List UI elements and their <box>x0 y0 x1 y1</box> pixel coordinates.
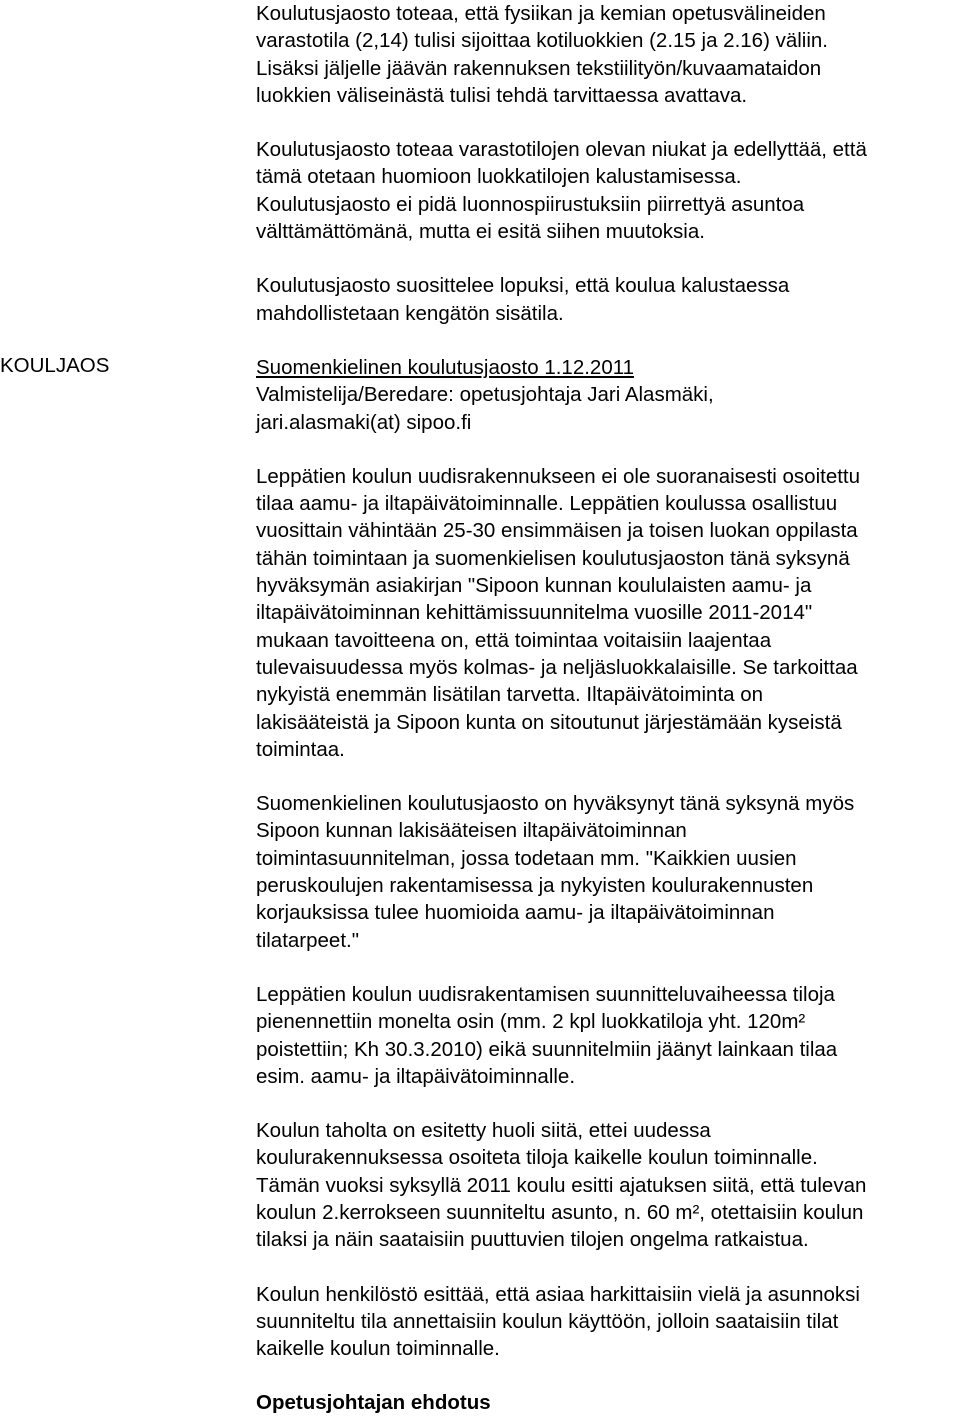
text-line: tilatarpeet." <box>256 928 360 952</box>
text-line: poistettiin; Kh 30.3.2010) eikä suunnitelmiin jäänyt lainkaan tilaa <box>256 1037 838 1061</box>
text-line: lakisääteistä ja Sipoon kunta on sitoutunut järjestämään kyseistä <box>256 710 842 734</box>
text-line: vuosittain vähintään 25-30 ensimmäisen ja toisen luokan oppilasta <box>256 519 858 543</box>
section-label: KOULJAOS <box>0 354 110 377</box>
text-line: tämä otetaan huomioon luokkatilojen kalustamisessa. <box>256 165 742 189</box>
meeting-header <box>256 354 960 436</box>
text-line: Koulutusjaosto toteaa varastotilojen olevan niukat ja edellyttää, että <box>256 138 867 162</box>
text-line: välttämättömänä, mutta ei esitä siihen muutoksia. <box>256 220 705 244</box>
proposal-heading: Opetusjohtajan ehdotus <box>256 1391 491 1415</box>
text-line: Koulutusjaosto toteaa, että fysiikan ja kemian opetusvälineiden <box>256 2 826 25</box>
text-line: Suomenkielinen koulutusjaosto on hyväksynyt tänä syksynä myös <box>256 792 855 816</box>
text-line: Koulutusjaosto suosittelee lopuksi, että koulua kalustaessa <box>256 274 790 298</box>
paragraph-storage-placement <box>256 0 960 109</box>
text-line: koulurakennuksessa osoiteta tiloja kaikelle koulun toiminnalle. <box>256 1146 818 1170</box>
paragraph-staff-proposal <box>256 1281 960 1363</box>
text-line: suunniteltu tila annettaisiin koulun käyttöön, jolloin saataisiin tilat <box>256 1309 839 1333</box>
text-line: varastotila (2,14) tulisi sijoittaa kotiluokkien (2.15 ja 2.16) väliin. <box>256 29 828 53</box>
paragraph-storage-space <box>256 136 960 245</box>
preparer-line: Valmistelija/Beredare: opetusjohtaja Jari Alasmäki, <box>256 383 714 407</box>
document-body <box>256 0 960 1417</box>
paragraph-recommendation <box>256 272 960 327</box>
text-line: luokkien väliseinästä tulisi tehdä tarvittaessa avattava. <box>256 83 748 107</box>
text-line: Koulutusjaosto ei pidä luonnospiirustuksiin piirrettyä asuntoa <box>256 192 805 216</box>
text-line: tilaksi ja näin saataisiin puuttuvien tilojen ongelma ratkaistua. <box>256 1228 809 1252</box>
meeting-heading: Suomenkielinen koulutusjaosto 1.12.2011 <box>256 355 634 379</box>
text-line: tilaa aamu- ja iltapäivätoiminnalle. Leppätien koulussa osallistuu <box>256 492 838 516</box>
paragraph-school-concern <box>256 1117 960 1253</box>
text-line: Leppätien koulun uudisrakennukseen ei ole suoranaisesti osoitettu <box>256 464 861 488</box>
text-line: Leppätien koulun uudisrakentamisen suunnitteluvaiheessa tiloja <box>256 982 835 1006</box>
text-line: nykyistä enemmän lisätilan tarvetta. Iltapäivätoiminta on <box>256 683 764 707</box>
text-line: mahdollistetaan kengätön sisätila. <box>256 301 564 325</box>
text-line: tulevaisuudessa myös kolmas- ja neljäsluokkalaisille. Se tarkoittaa <box>256 655 858 679</box>
text-line: pienennettiin monelta osin (mm. 2 kpl luokkatiloja yht. 120m² <box>256 1010 806 1034</box>
paragraph-planning-phase <box>256 981 960 1090</box>
text-line: Sipoon kunnan lakisääteisen iltapäivätoiminnan <box>256 819 687 843</box>
text-line: peruskoulujen rakentamisessa ja nykyisten koulurakennusten <box>256 874 814 898</box>
text-line: tähän toimintaan ja suomenkielisen koulutusjaoston tänä syksynä <box>256 546 850 570</box>
text-line: toimintasuunnitelman, jossa todetaan mm. "Kaikkien uusien <box>256 846 797 870</box>
text-line: Tämän vuoksi syksyllä 2011 koulu esitti ajatuksen siitä, että tulevan <box>256 1173 867 1197</box>
preparer-email: jari.alasmaki(at) sipoo.fi <box>256 410 472 434</box>
text-line: korjauksissa tulee huomioida aamu- ja iltapäivätoiminnan <box>256 901 775 925</box>
text-line: toimintaa. <box>256 737 345 761</box>
text-line: hyväksymän asiakirjan "Sipoon kunnan koululaisten aamu- ja <box>256 574 812 598</box>
text-line: Koulun taholta on esitetty huoli siitä, ettei uudessa <box>256 1119 711 1143</box>
text-line: Koulun henkilöstö esittää, että asiaa harkittaisiin vielä ja asunnoksi <box>256 1282 860 1306</box>
text-line: kaikelle koulun toiminnalle. <box>256 1337 500 1361</box>
text-line: mukaan tavoitteena on, että toimintaa voitaisiin laajentaa <box>256 628 772 652</box>
paragraph-afternoon-activity <box>256 463 960 763</box>
text-line: iltapäivätoiminnan kehittämissuunnitelma vuosille 2011-2014" <box>256 601 813 625</box>
text-line: Lisäksi jäljelle jäävän rakennuksen tekstiilityön/kuvaamataidon <box>256 56 822 80</box>
text-line: esim. aamu- ja iltapäivätoiminnalle. <box>256 1064 576 1088</box>
paragraph-activity-plan <box>256 790 960 954</box>
text-line: koulun 2.kerrokseen suunniteltu asunto, n. 60 m², otettaisiin koulun <box>256 1200 864 1224</box>
